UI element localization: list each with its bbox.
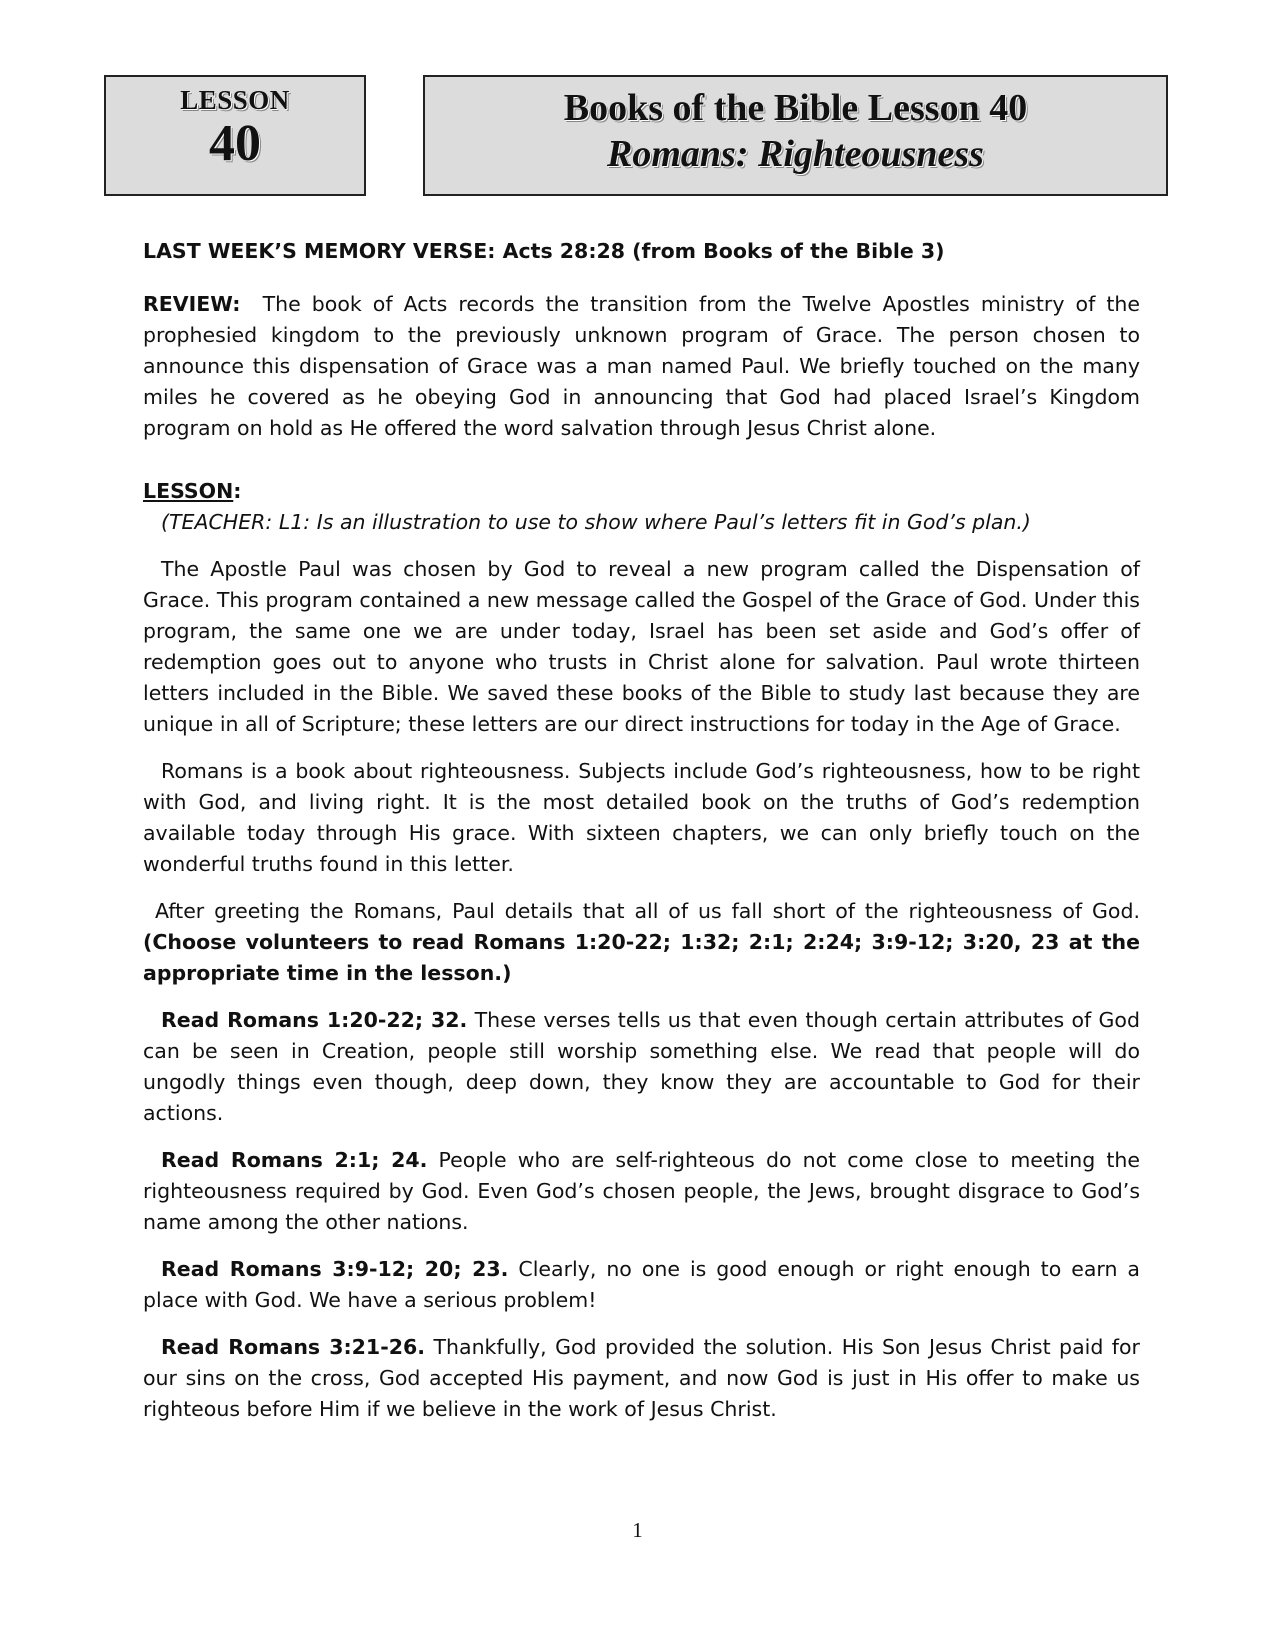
lesson-heading xyxy=(143,476,1140,507)
reading-4-reference: Read Romans 3:21-26. xyxy=(161,1335,426,1359)
reading-2 xyxy=(143,1145,1140,1238)
teacher-note: (TEACHER: L1: Is an illustration to use to show where Paul’s letters fit in God’s plan.) xyxy=(161,510,1031,534)
lesson-heading-colon: : xyxy=(233,479,242,503)
reading-4-text: Thankfully, God provided the solution. His Son Jesus Christ paid for our sins on the cross, God accepted His payment, and now God is just in His offer to make us righteous before Him if we believe in the work of Jesus Christ. xyxy=(143,1335,1140,1421)
page-number: 1 xyxy=(632,1518,643,1542)
reading-3-reference: Read Romans 3:9-12; 20; 23. xyxy=(161,1257,509,1281)
reading-3 xyxy=(143,1254,1140,1316)
lesson-number-box xyxy=(104,75,366,196)
lesson-subtitle: Romans: Righteousness xyxy=(607,133,984,175)
volunteer-instruction: (Choose volunteers to read Romans 1:20-22; 1:32; 2:1; 2:24; 3:9-12; 3:20, 23 at the appropriate time in the lesson.) xyxy=(143,930,1140,985)
lesson-title-box xyxy=(423,75,1168,196)
reading-2-reference: Read Romans 2:1; 24. xyxy=(161,1148,428,1172)
reading-1 xyxy=(143,1005,1140,1129)
lesson-title: Books of the Bible Lesson 40 xyxy=(563,87,1028,129)
reading-1-text: These verses tells us that even though certain attributes of God can be seen in Creation, people still worship something else. We read that people will do ungodly things even though, deep down, they know they are accountable to God for their actions. xyxy=(143,1008,1140,1125)
document-body xyxy=(143,236,1140,1441)
reading-3-text: Clearly, no one is good enough or right enough to earn a place with God. We have a serious problem! xyxy=(143,1257,1140,1312)
lesson-paragraph-2: Romans is a book about righteousness. Subjects include God’s righteousness, how to be right with God, and living right. It is the most detailed book on the truths of God’s redemption available today through His grace. With sixteen chapters, we can only briefly touch on the wonderful truths found in this letter. xyxy=(143,759,1140,876)
lesson-paragraph-1: The Apostle Paul was chosen by God to reveal a new program called the Dispensation of Grace. This program contained a new message called the Gospel of the Grace of God. Under this program, the same one we are under today, Israel has been set aside and God’s offer of redemption goes out to anyone who trusts in Christ alone for salvation. Paul wrote thirteen letters included in the Bible. We saved these books of the Bible to study last because they are unique in all of Scripture; these letters are our direct instructions for today in the Age of Grace. xyxy=(143,557,1140,736)
review-paragraph xyxy=(143,289,1140,444)
reading-1-reference: Read Romans 1:20-22; 32. xyxy=(161,1008,468,1032)
reading-4 xyxy=(143,1332,1140,1425)
review-label: REVIEW: xyxy=(143,292,241,316)
lesson-label: LESSON xyxy=(180,85,290,115)
paragraph-3-text: After greeting the Romans, Paul details that all of us fall short of the righteousness of God. xyxy=(155,899,1140,923)
lesson-paragraph-3 xyxy=(143,896,1140,989)
lesson-number: 40 xyxy=(209,115,261,172)
review-text: The book of Acts records the transition from the Twelve Apostles ministry of the prophesied kingdom to the previously unknown program of Grace. The person chosen to announce this dispensation of Grace was a man named Paul. We briefly touched on the many miles he covered as he obeying God in announcing that God had placed Israel’s Kingdom program on hold as He offered the word salvation through Jesus Christ alone. xyxy=(143,292,1140,440)
memory-verse: LAST WEEK’S MEMORY VERSE: Acts 28:28 (from Books of the Bible 3) xyxy=(143,239,945,263)
reading-2-text: People who are self-righteous do not come close to meeting the righteousness required by God. Even God’s chosen people, the Jews, brought disgrace to God’s name among the other nations. xyxy=(143,1148,1140,1234)
lesson-heading-label: LESSON xyxy=(143,479,234,503)
